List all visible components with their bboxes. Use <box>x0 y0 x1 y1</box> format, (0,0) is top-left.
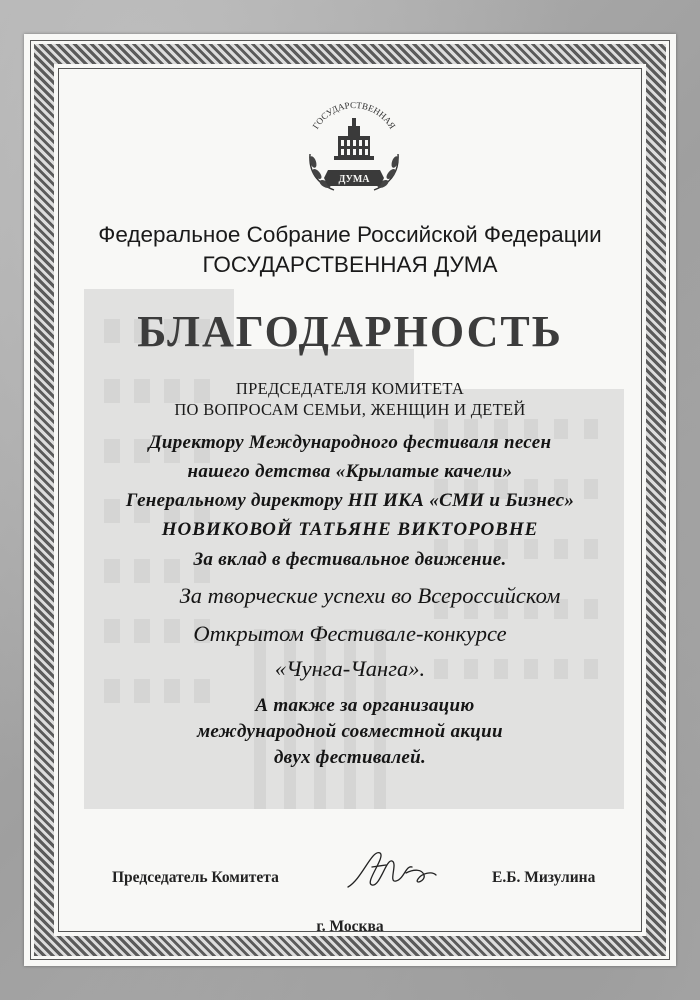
additional-line-2: международной совместной акции <box>197 721 503 742</box>
recipient-line-1: Директору Международного фестиваля песен <box>148 432 552 453</box>
merit-line-2: Открытом Фестивале-конкурсе <box>193 621 507 646</box>
emblem-banner-text: ДУМА <box>338 174 370 185</box>
additional-line-3: двух фестивалей. <box>273 747 427 768</box>
state-duma-title: ГОСУДАРСТВЕННАЯ ДУМА <box>202 252 498 277</box>
recipient-line-3: Генеральному директору НП ИКА «СМИ и Бизнес» <box>125 490 575 511</box>
recipient-line-2: нашего детства «Крылатые качели» <box>187 461 513 482</box>
organization-title: Федеральное Собрание Российской Федерации <box>98 222 602 247</box>
issuer-line-1: ПРЕДСЕДАТЕЛЯ КОМИТЕТА <box>235 379 465 398</box>
issuer-line-2: ПО ВОПРОСАМ СЕМЬИ, ЖЕНЩИН И ДЕТЕЙ <box>174 400 526 419</box>
handwritten-signature-icon <box>342 839 442 901</box>
emblem-arc-text: ГОСУДАРСТВЕННАЯ <box>310 99 398 131</box>
certificate-sheet <box>24 34 676 966</box>
state-duma-emblem-icon <box>294 92 414 198</box>
recipient-name: НОВИКОВОЙ ТАТЬЯНЕ ВИКТОРОВНЕ <box>161 519 539 540</box>
recipient-reason: За вклад в фестивальное движение. <box>193 549 507 570</box>
signer-name: Е.Б. Мизулина <box>492 869 596 886</box>
signer-position: Председатель Комитета <box>112 869 279 886</box>
additional-line-1: А также за организацию <box>255 695 475 716</box>
city-line: г. Москва <box>316 918 384 935</box>
merit-line-1: За творческие успехи во Всероссийском <box>179 583 561 608</box>
merit-line-3: «Чунга-Чанга». <box>274 656 426 681</box>
document-title: БЛАГОДАРНОСТЬ <box>137 307 563 356</box>
